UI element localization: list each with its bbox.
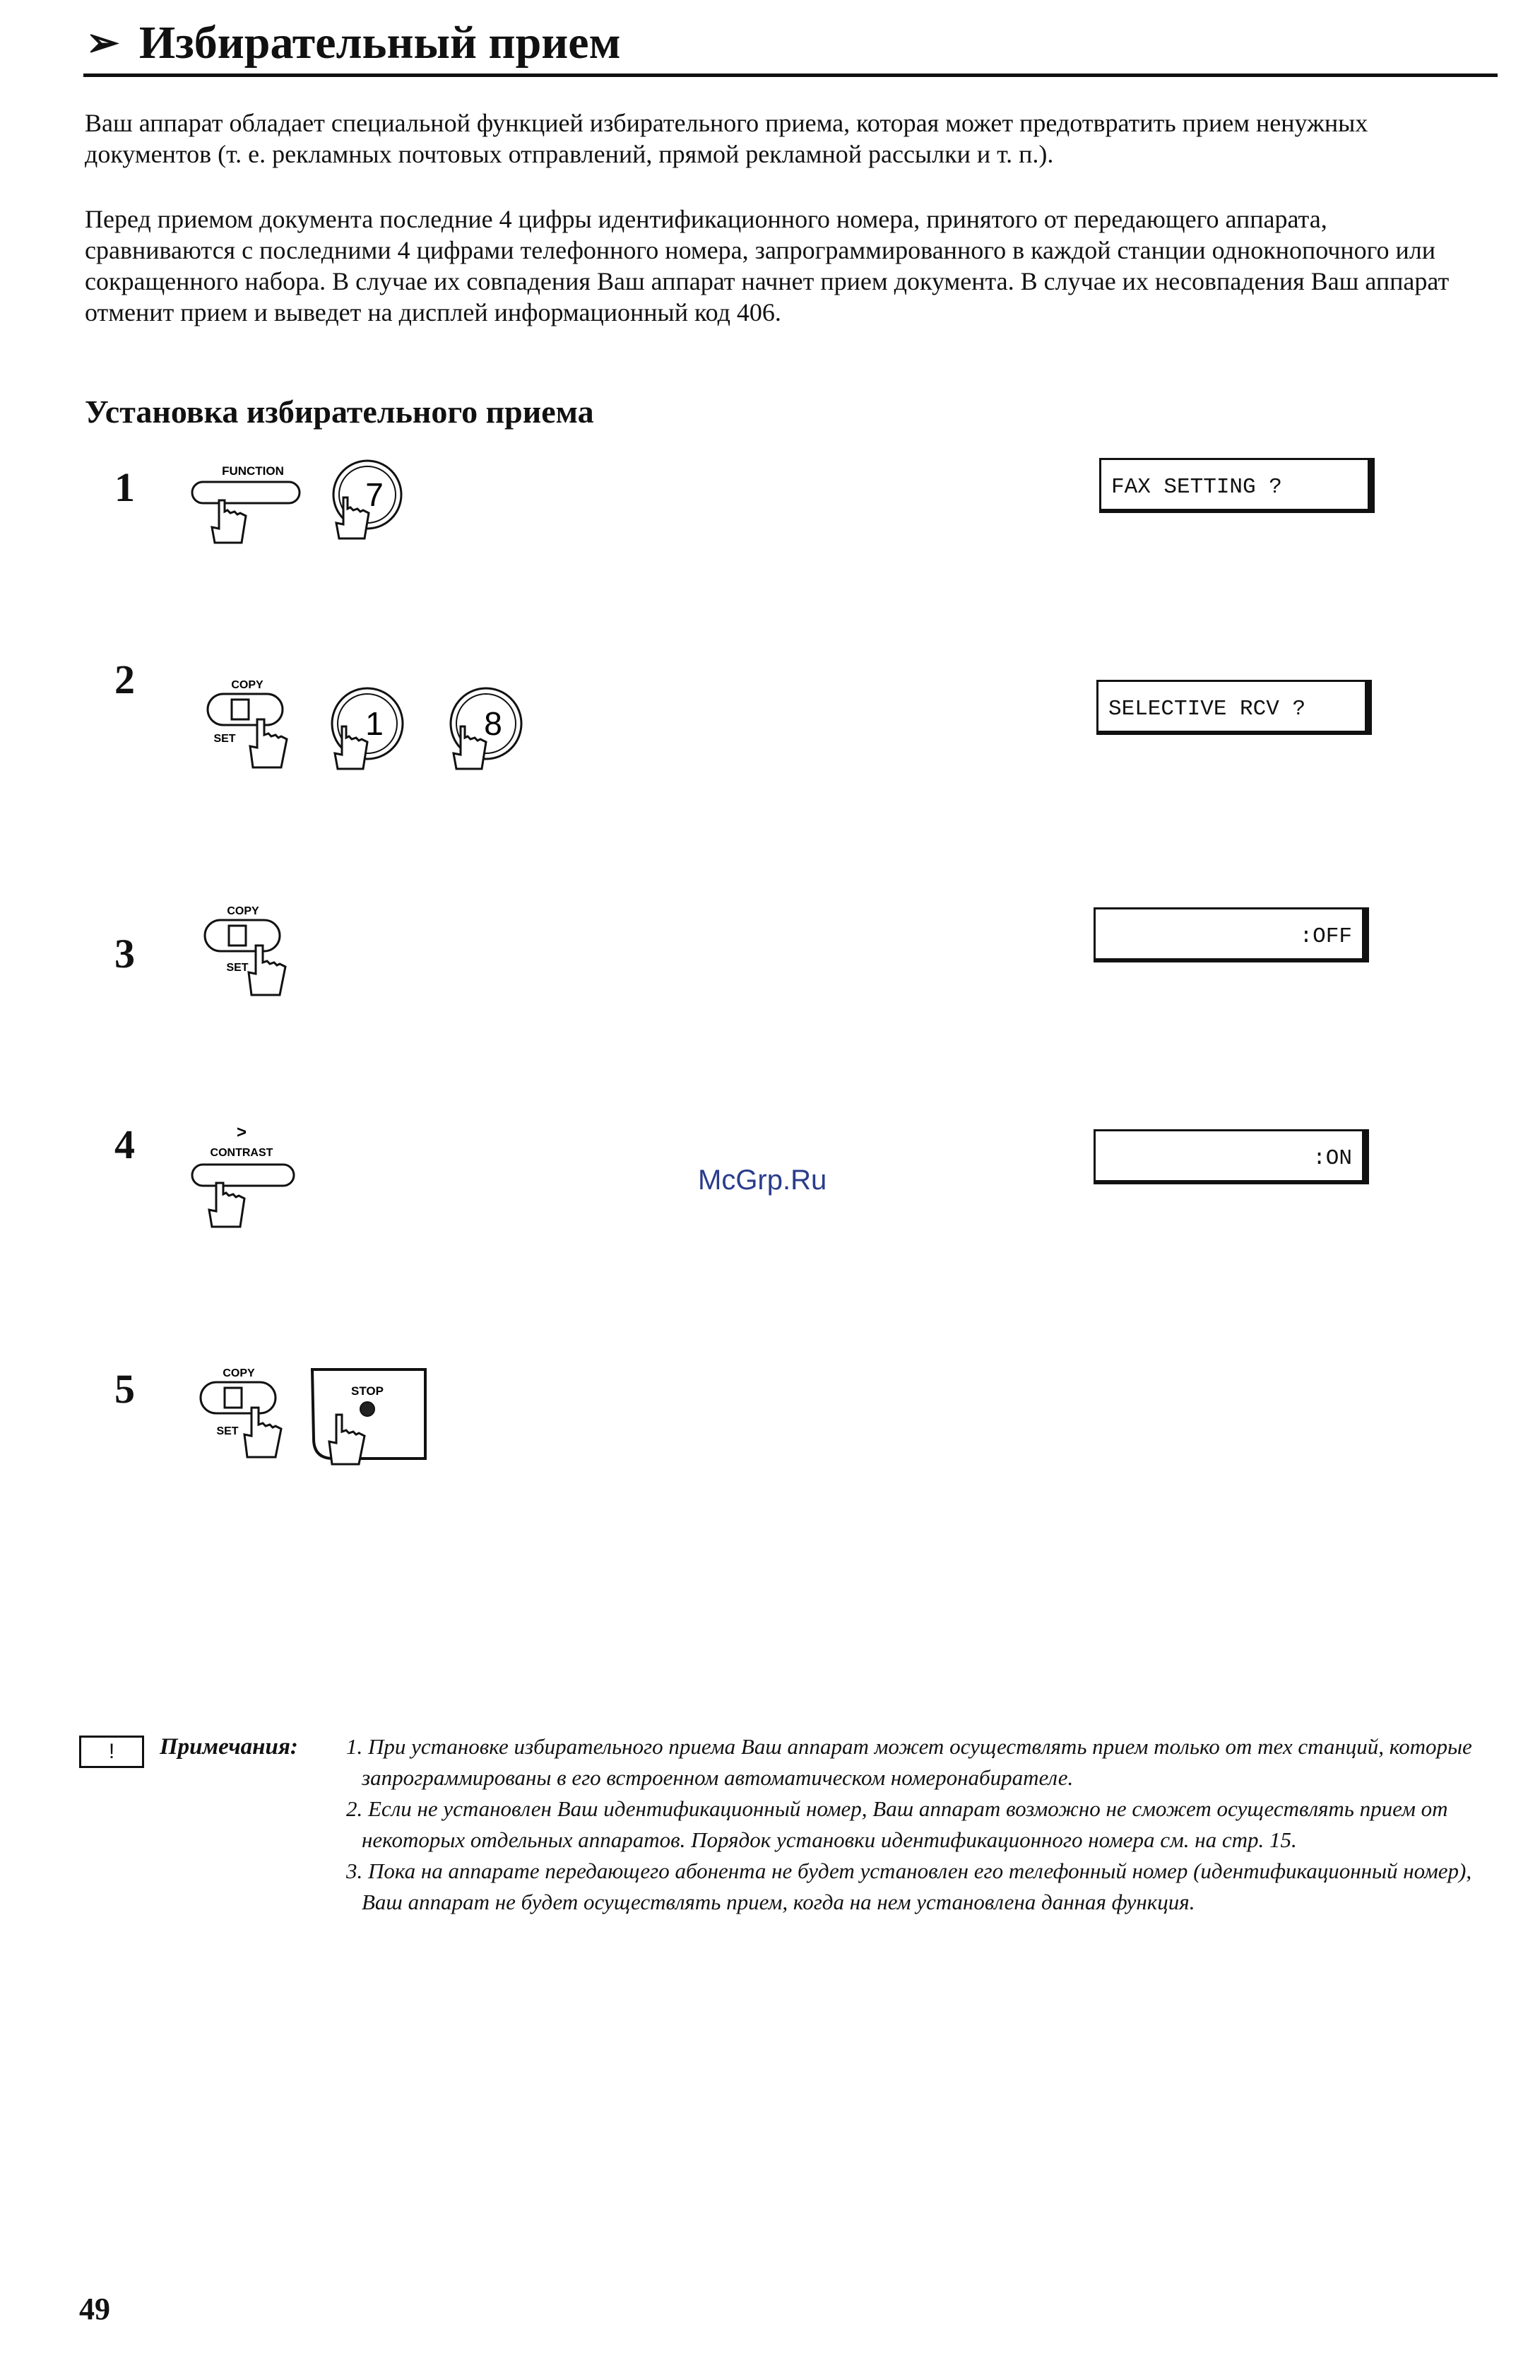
lcd-display-step-3: :OFF (1094, 907, 1369, 962)
hand-icon (249, 945, 285, 995)
copy-key-label: COPY (223, 1367, 255, 1379)
copy-icon (225, 1388, 242, 1408)
digit-8-label: 8 (484, 705, 502, 742)
set-key-label: SET (213, 733, 236, 745)
lcd-display-step-2: SELECTIVE RCV ? (1096, 680, 1372, 735)
note-item-3: 3. Пока на аппарате передающего абонента не будет установлен его телефонный номер (идентификационный номер), Ваш аппарат не будет осуществлять прием, когда на нем установлена данная функция. (346, 1858, 1472, 1914)
step-5-keys (195, 1365, 435, 1471)
lcd-display-step-4: :ON (1094, 1129, 1369, 1184)
intro-paragraph-1: Ваш аппарат обладает специальной функцией избирательного приема, которая может предотвратить прием ненужных документов (т. е. рекламных почтовых отправлений, прямой рекламной рассылки и т. п.). (85, 109, 1368, 168)
step-number-3: 3 (114, 931, 135, 977)
arrow-label: > (236, 1123, 247, 1142)
copy-key-label: COPY (227, 905, 259, 917)
page-title (83, 13, 1498, 77)
function-key-label: FUNCTION (222, 464, 284, 478)
digit-7-label: 7 (365, 476, 384, 513)
step-1-keys (191, 459, 417, 551)
step-3-keys (198, 903, 311, 1002)
note-warning-icon: ! (79, 1736, 144, 1768)
page-number: 49 (79, 2292, 110, 2326)
page-title-text: Избирательный прием (138, 17, 621, 69)
hand-icon (209, 1183, 244, 1227)
hand-icon (244, 1408, 281, 1457)
arrow-bullet-icon: ➢ (86, 21, 119, 65)
step-number-1: 1 (114, 464, 135, 510)
note-item-2: 2. Если не установлен Ваш идентификационный номер, Ваш аппарат возможно не сможет осуществлять прием от некоторых отдельных аппаратов. Порядок установки идентификационного номера см. на стр. 15. (346, 1796, 1448, 1852)
step-number-4: 4 (114, 1121, 135, 1167)
digit-1-label: 1 (365, 705, 384, 742)
copy-key-label: COPY (231, 679, 263, 691)
contrast-key (192, 1165, 294, 1186)
intro-paragraph-2: Перед приемом документа последние 4 цифры идентификационного номера, принятого от передающего аппарата, сравниваются с последними 4 цифрами телефонного номера, запрограммированного в каждой станции однокнопочного или сокращенного набора. В случае их совпадения Ваш аппарат начнет прием документа. В случае их несовпадения Ваш аппарат отменит прием и выведет на дисплей информационный код 406. (85, 205, 1450, 326)
set-key-label: SET (216, 1425, 239, 1437)
notes-label: Примечания: (160, 1734, 298, 1760)
step-number-5: 5 (114, 1366, 135, 1412)
step-4-keys (191, 1119, 311, 1232)
watermark: McGrp.Ru (698, 1165, 827, 1196)
step-2-keys (198, 677, 537, 776)
lcd-display-step-1: FAX SETTING ? (1099, 458, 1375, 513)
stop-icon (360, 1402, 374, 1416)
step-number-2: 2 (114, 656, 135, 702)
contrast-key-label: CONTRAST (210, 1147, 273, 1159)
copy-icon (232, 700, 249, 719)
copy-icon (229, 926, 246, 945)
stop-key-label: STOP (351, 1384, 384, 1398)
set-key-label: SET (226, 962, 249, 974)
hand-icon (250, 719, 287, 767)
section-title: Установка избирательного приема (85, 394, 594, 430)
function-key (192, 482, 300, 503)
hand-icon (212, 500, 246, 543)
note-item-1: 1. При установке избирательного приема Ваш аппарат может осуществлять прием только от тех станций, которые запрограммированы в его встроенном автоматическом номеронабирателе. (346, 1734, 1472, 1790)
notes-list (346, 1731, 1505, 1918)
